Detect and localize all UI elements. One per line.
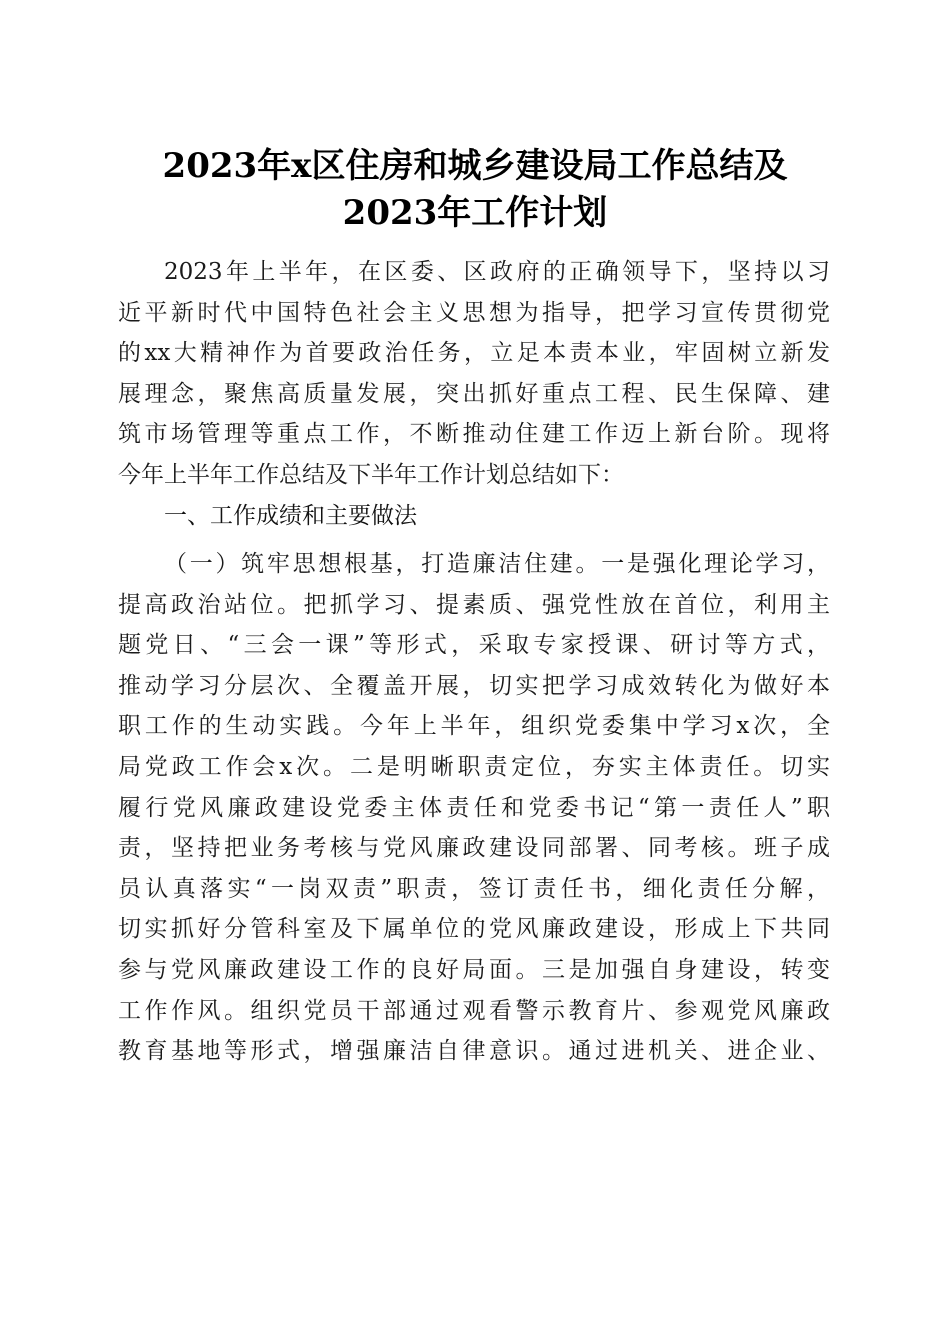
intro-line: 今年上半年工作总结及下半年工作计划总结如下： xyxy=(118,461,624,488)
document-title-line-1: 2023年x区住房和城乡建设局工作总结及 xyxy=(162,146,788,186)
document-title-line-2: 2023年工作计划 xyxy=(342,193,608,233)
section-line: 局党政工作会x次。二是明晰职责定位，夯实主体责任。切实 xyxy=(118,753,830,780)
intro-line: 的xx大精神作为首要政治任务，立足本责本业，牢固树立新发 xyxy=(118,340,830,367)
section-line: 推动学习分层次、全覆盖开展，切实把学习成效转化为做好本 xyxy=(118,672,830,699)
section-line: 参与党风廉政建设工作的良好局面。三是加强自身建设，转变 xyxy=(118,956,830,983)
section-heading: 一、工作成绩和主要做法 xyxy=(164,502,417,529)
section-line: 职工作的生动实践。今年上半年，组织党委集中学习x次，全 xyxy=(118,713,830,740)
section-line: 工作作风。组织党员干部通过观看警示教育片、参观党风廉政 xyxy=(118,997,830,1024)
section-paragraph xyxy=(118,544,830,1072)
section-line: 题党日、“三会一课”等形式，采取专家授课、研讨等方式， xyxy=(118,632,830,659)
section-line: （一）筑牢思想根基，打造廉洁住建。一是强化理论学习， xyxy=(164,551,830,577)
section-line: 责，坚持把业务考核与党风廉政建设同部署、同考核。班子成 xyxy=(118,835,830,862)
section-line: 提高政治站位。把抓学习、提素质、强党性放在首位，利用主 xyxy=(118,591,830,618)
section-line: 员认真落实“一岗双责”职责，签订责任书，细化责任分解， xyxy=(118,875,830,902)
intro-line: 2023年上半年，在区委、区政府的正确领导下，坚持以习 xyxy=(164,259,830,285)
intro-line: 近平新时代中国特色社会主义思想为指导，把学习宣传贯彻党 xyxy=(118,299,830,326)
intro-paragraph xyxy=(118,252,830,536)
section-line: 教育基地等形式，增强廉洁自律意识。通过进机关、进企业、 xyxy=(118,1038,830,1065)
intro-line: 展理念，聚焦高质量发展，突出抓好重点工程、民生保障、建 xyxy=(118,380,830,407)
section-line: 履行党风廉政建设党委主体责任和党委书记“第一责任人”职 xyxy=(118,794,830,821)
intro-line: 筑市场管理等重点工作，不断推动住建工作迈上新台阶。现将 xyxy=(118,421,830,448)
section-line: 切实抓好分管科室及下属单位的党风廉政建设，形成上下共同 xyxy=(118,916,830,943)
